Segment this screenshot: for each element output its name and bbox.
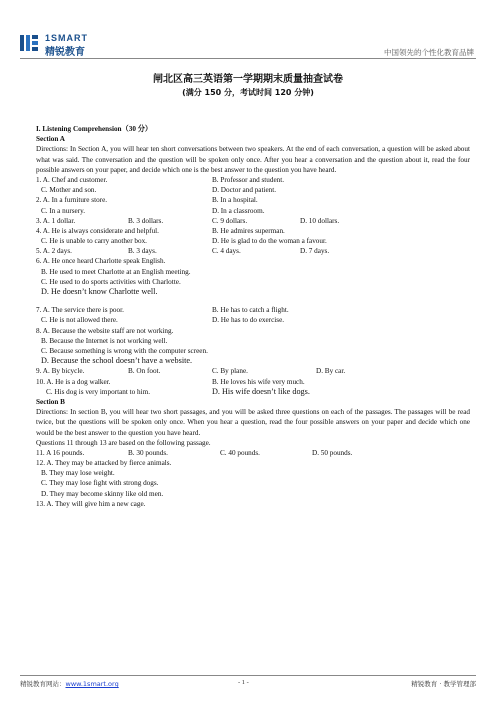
exam-subtitle: (满分 150 分，考试时间 120 分钟)	[182, 88, 314, 97]
q7-option-a: 7. A. The service there is poor.	[36, 306, 124, 315]
question-3-row	[36, 216, 470, 226]
q11-option-d: D. 50 pounds.	[312, 448, 353, 457]
q7-option-c: C. He is not allowed there.	[41, 316, 118, 325]
q12-option-b: B. They may lose weight.	[41, 469, 115, 478]
q4-option-b: B. He admires superman.	[212, 226, 285, 235]
q9-option-a: 9. A. By bicycle.	[36, 367, 85, 376]
footer-department: 精锐教育 · 教学管理部	[411, 680, 476, 688]
q2-option-c: C. In a nursery.	[41, 206, 86, 215]
question-1-row-2	[36, 185, 470, 195]
header-tagline: 中国领先的个性化教育品牌	[384, 48, 474, 57]
q4-option-c: C. He is unable to carry another box.	[41, 237, 147, 246]
q7-option-b: B. He has to catch a flight.	[212, 306, 289, 315]
q6-option-d: D. He doesn’t know Charlotte well.	[41, 287, 158, 297]
question-7-row-1	[36, 305, 470, 315]
page-header	[0, 0, 496, 60]
logo-mark-icon	[20, 33, 40, 53]
q3-option-c: C. 9 dollars.	[212, 216, 248, 225]
q10-option-a: 10. A. He is a dog walker.	[36, 377, 111, 386]
q7-option-d: D. He has to do exercise.	[212, 316, 285, 325]
q4-option-a: 4. A. He is always considerate and helpful.	[36, 226, 159, 235]
q8-option-c: C. Because something is wrong with the computer screen.	[41, 346, 208, 355]
question-1-row-1	[36, 175, 470, 185]
question-9-row	[36, 366, 470, 376]
logo-text-en: 1SMART	[45, 33, 89, 43]
exam-title: 闸北区高三英语第一学期期末质量抽查试卷	[153, 74, 343, 85]
q6-option-c: C. He used to do sports activities with Charlotte.	[41, 277, 181, 286]
q12-option-c: C. They may lose fight with strong dogs.	[41, 479, 159, 488]
question-10-row-2	[36, 387, 470, 397]
section-b-intro: Questions 11 through 13 are based on the following passage.	[36, 438, 211, 447]
section-a-label: Section A	[36, 135, 65, 144]
spacer	[36, 297, 470, 305]
q3-option-a: 3. A. 1 dollar.	[36, 216, 76, 225]
q4-option-d: D. He is glad to do the woman a favour.	[212, 237, 327, 246]
q1-option-b: B. Professor and student.	[212, 175, 285, 184]
q10-option-c: C. His dog is very important to him.	[46, 387, 151, 396]
question-4-row-2	[36, 236, 470, 246]
q8-option-d: D. Because the school doesn’t have a website.	[41, 356, 193, 366]
q11-option-b: B. 30 pounds.	[128, 448, 168, 457]
q5-option-a: 5. A. 2 days.	[36, 247, 72, 256]
q5-option-d: D. 7 days.	[300, 247, 330, 256]
footer-website	[20, 679, 119, 688]
brand-logo	[20, 33, 140, 58]
footer-divider	[20, 675, 476, 676]
section-b-label: Section B	[36, 397, 65, 406]
q10-option-d: D. His wife doesn’t like dogs.	[212, 386, 310, 396]
q8-option-b: B. Because the Internet is not working well.	[41, 336, 168, 345]
header-divider	[20, 58, 476, 59]
q9-option-b: B. On foot.	[128, 367, 161, 376]
q3-option-b: B. 3 dollars.	[128, 216, 164, 225]
question-10-row-1	[36, 377, 470, 387]
q12-option-a: 12. A. They may be attacked by fierce animals.	[36, 459, 172, 468]
section-a-directions: Directions: In Section A, you will hear ten short conversations between two speakers. At the end of each conversation, a question will be asked about what was said. The conversation and the question will be spoken only once. After you hear a conversation and the question about it, read the four possible answers on your paper, and decide which one is the best answer to the question you have heard.	[36, 145, 470, 174]
q2-option-d: D. In a classroom.	[212, 206, 265, 215]
section-b-directions: Directions: In section B, you will hear two short passages, and you will be asked three questions on each of the passages. The passages will be read twice, but the questions will be spoken only once. When you hear a question, read the four possible answers on your paper and decide which one would be the best answer to the question you have heard.	[36, 408, 470, 437]
q1-option-c: C. Mother and son.	[41, 186, 97, 195]
footer-website-label: 精锐教育网站：	[20, 680, 66, 688]
q9-option-c: C. By plane.	[212, 367, 248, 376]
question-2-row-1	[36, 195, 470, 205]
q5-option-c: C. 4 days.	[212, 247, 241, 256]
q5-option-b: B. 3 days.	[128, 247, 157, 256]
logo-text-cn: 精锐教育	[45, 47, 85, 58]
footer-website-link[interactable]: www.1smart.org	[65, 680, 119, 688]
q13-option-a: 13. A. They will give him a new cage.	[36, 499, 146, 508]
q11-option-c: C. 40 pounds.	[220, 448, 260, 457]
q2-option-a: 2. A. In a furniture store.	[36, 196, 108, 205]
q3-option-d: D. 10 dollars.	[300, 216, 340, 225]
page-number: - 1 -	[238, 679, 249, 686]
q9-option-d: D. By car.	[316, 367, 346, 376]
q8-option-a: 8. A. Because the website staff are not working.	[36, 326, 174, 335]
question-7-row-2	[36, 315, 470, 325]
q11-option-a: 11. A 16 pounds.	[36, 448, 85, 457]
question-2-row-2	[36, 206, 470, 216]
question-5-row	[36, 246, 470, 256]
q1-option-a: 1. A. Chef and customer.	[36, 175, 108, 184]
q2-option-b: B. In a hospital.	[212, 196, 258, 205]
q1-option-d: D. Doctor and patient.	[212, 186, 277, 195]
section-heading: I. Listening Comprehension（30 分）	[36, 125, 153, 133]
q6-option-a: 6. A. He once heard Charlotte speak English.	[36, 257, 166, 266]
q6-option-b: B. He used to meet Charlotte at an English meeting.	[41, 267, 191, 276]
q12-option-d: D. They may become skinny like old men.	[41, 489, 164, 498]
exam-content	[36, 124, 470, 509]
question-11-row	[36, 448, 470, 458]
q10-option-b: B. He loves his wife very much.	[212, 377, 305, 386]
question-4-row-1	[36, 226, 470, 236]
